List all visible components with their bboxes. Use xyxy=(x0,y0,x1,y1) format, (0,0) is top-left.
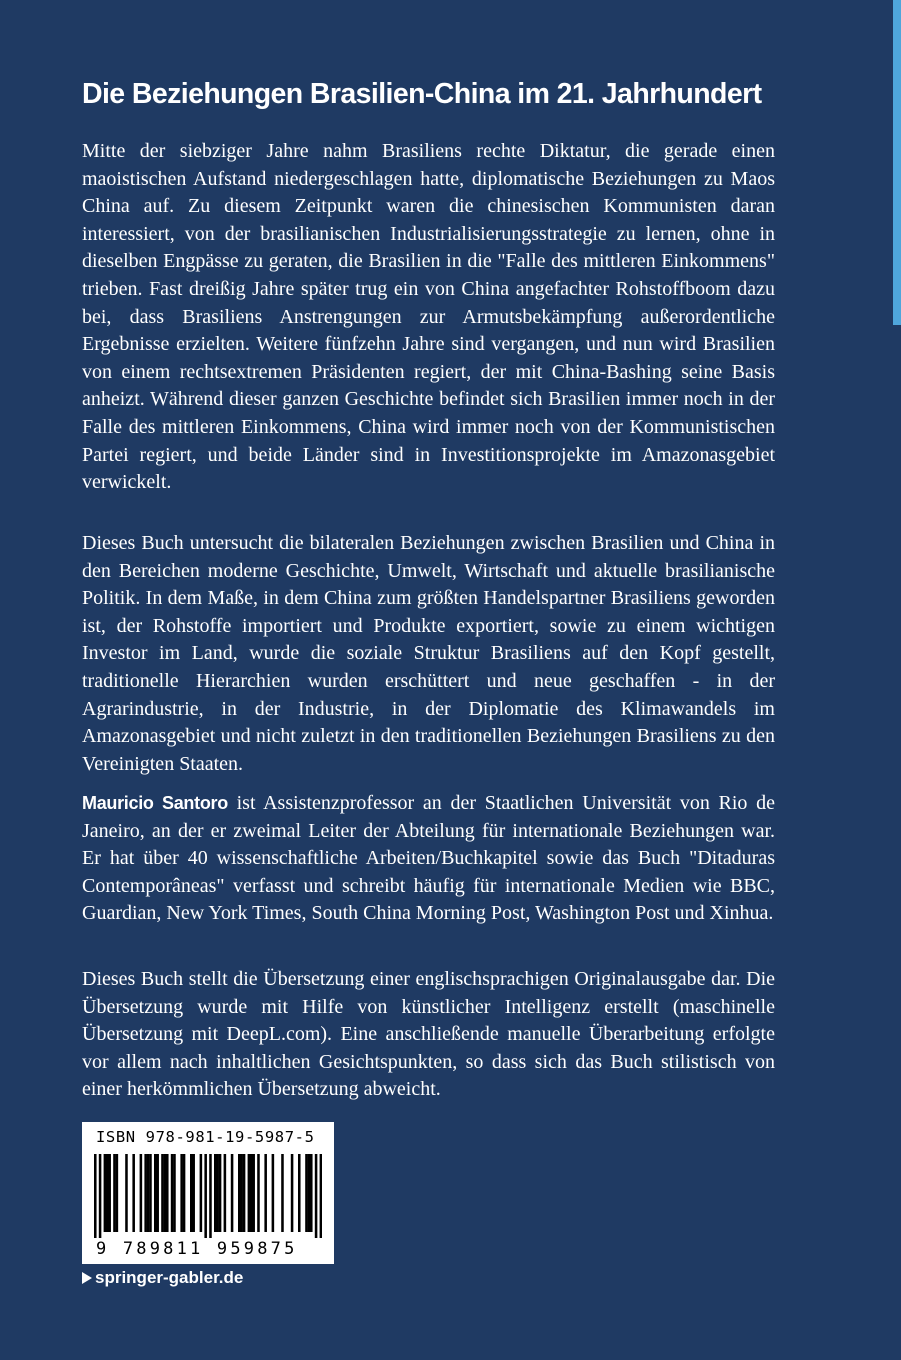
barcode-bar xyxy=(125,1154,128,1232)
barcode-bar xyxy=(315,1154,318,1238)
publisher-website-label: springer-gabler.de xyxy=(95,1268,244,1287)
barcode-bar xyxy=(231,1154,234,1232)
barcode-bar xyxy=(272,1154,275,1232)
barcode-bar xyxy=(192,1154,195,1232)
barcode-bar xyxy=(180,1154,183,1232)
barcode-bar xyxy=(219,1154,222,1232)
barcode-bar xyxy=(161,1154,164,1232)
arrow-right-icon xyxy=(82,1272,92,1284)
translation-note-paragraph: Dieses Buch stellt die Übersetzung einer englischsprachigen Originalausgabe dar. Die Übersetzung wurde mit Hilfe von künstlicher Intelligenz erstellt (maschinelle Übersetzung mit DeepL.com). Eine anschließende manuelle Überarbeitung erfolgte vor allem nach inhaltlichen Gesichtspunkten, so dass sich das Buch stilistisch von einer herkömmlichen Übersetzung abweicht. xyxy=(82,968,775,1101)
barcode-bar xyxy=(140,1154,143,1232)
barcode-bar xyxy=(171,1154,174,1232)
barcode-bar xyxy=(156,1154,159,1232)
isbn-label: ISBN 978-981-19-5987-5 xyxy=(96,1128,315,1146)
book-title: Die Beziehungen Brasilien-China im 21. Jahrhundert xyxy=(82,78,762,110)
barcode-bar xyxy=(224,1154,227,1232)
barcode-bar xyxy=(94,1154,97,1238)
barcode-graphic xyxy=(94,1154,322,1238)
barcode-bar xyxy=(144,1154,147,1232)
barcode-bar xyxy=(291,1154,294,1232)
barcode-bar xyxy=(257,1154,260,1232)
barcode-bar xyxy=(104,1154,107,1232)
barcode-bar xyxy=(310,1154,313,1232)
barcode-bar xyxy=(298,1154,301,1232)
publisher-website-link[interactable] xyxy=(82,1268,243,1288)
barcode-bar xyxy=(214,1154,217,1232)
barcode-bar xyxy=(149,1154,152,1232)
barcode-bar xyxy=(264,1154,267,1232)
author-bio-paragraph xyxy=(82,790,775,928)
barcode-bar xyxy=(116,1154,119,1232)
barcode-bar xyxy=(252,1154,255,1232)
barcode-bar xyxy=(305,1154,308,1232)
summary-paragraph-2: Dieses Buch untersucht die bilateralen Beziehungen zwischen Brasilien und China in den Bereichen moderne Geschichte, Umwelt, Wirtschaft und aktuelle brasilianische Politik. In dem Maße, in dem China zum größten Handelspartner Brasiliens geworden ist, der Rohstoffe importiert und Produkte exportiert, sowie zu einem wichtigen Investor im Land, wurde die soziale Struktur Brasiliens auf den Kopf gestellt, traditionelle Hierarchien wurden erschüttert und neue geschaffen - in der Agrarindustrie, in der Industrie, in der Diplomatie des Klimawandels im Amazonasgebiet und nicht zuletzt in den traditionellen Beziehungen Brasiliens zu den Vereinigten Staaten. xyxy=(82,532,775,775)
barcode-bar xyxy=(248,1154,251,1232)
barcode-bar xyxy=(240,1154,243,1232)
barcode-bar xyxy=(173,1154,176,1232)
barcode-bar xyxy=(113,1154,116,1232)
barcode-bar xyxy=(216,1154,219,1232)
barcode-bar xyxy=(132,1154,135,1232)
barcode-bar xyxy=(108,1154,111,1232)
barcode-bar xyxy=(250,1154,253,1232)
barcode-bar xyxy=(209,1154,212,1238)
barcode-bar xyxy=(99,1154,102,1238)
accent-stripe xyxy=(893,0,901,325)
barcode-bar xyxy=(183,1154,186,1232)
barcode-bar xyxy=(200,1154,203,1232)
author-name: Mauricio Santoro xyxy=(82,793,228,813)
barcode-bar xyxy=(320,1154,322,1238)
barcode-bar xyxy=(147,1154,150,1232)
barcode-bar xyxy=(238,1154,241,1232)
author-bio-text: ist Assistenzprofessor an der Staatlichen Universität von Rio de Janeiro, an der er zweimal Leiter der Abteilung für internationale Beziehungen war. Er hat über 40 wissenschaftliche Arbeiten/Buchkapitel sowie das Buch "Ditaduras Contemporâneas" verfasst und schreibt häufig für internationale Medien wie BBC, Guardian, New York Times, South China Morning Post, Washington Post und Xinhua. xyxy=(82,792,775,925)
barcode-bar xyxy=(166,1154,169,1232)
barcode-bar xyxy=(106,1154,109,1232)
barcode-bar xyxy=(164,1154,167,1232)
barcode-bar xyxy=(281,1154,284,1232)
ean-digits: 9 789811 959875 xyxy=(96,1239,298,1259)
barcode-bar xyxy=(308,1154,311,1232)
barcode-bar xyxy=(204,1154,207,1238)
barcode-bar xyxy=(190,1154,193,1232)
barcode-bar xyxy=(243,1154,246,1232)
barcode-bar xyxy=(154,1154,157,1232)
isbn-barcode-box xyxy=(82,1122,334,1264)
summary-paragraph-1: Mitte der siebziger Jahre nahm Brasiliens rechte Diktatur, die gerade einen maoistischen Aufstand niedergeschlagen hatte, diplomatische Beziehungen zu Maos China auf. Zu diesem Zeitpunkt waren die chinesischen Kommunisten daran interessiert, von der brasilianischen Industrialisierungsstrategie zu lernen, ohne in dieselben Engpässe zu geraten, die Brasilien in die "Falle des mittleren Einkommens" trieben. Fast dreißig Jahre später trug ein von China angefachter Rohstoffboom dazu bei, dass Brasiliens Anstrengungen zur Armutsbekämpfung außerordentliche Ergebnisse erzielten. Weitere fünfzehn Jahre sind vergangen, und nun wird Brasilien von einem rechtsextremen Präsidenten regiert, der mit China-Bashing seine Basis anheizt. Während dieser ganzen Geschichte befindet sich Brasilien immer noch in der Falle des mittleren Einkommens, China wird immer noch von der Kommunistischen Partei regiert, und beide Länder sind in Investitionsprojekte im Amazonasgebiet verwickelt. xyxy=(82,140,775,494)
